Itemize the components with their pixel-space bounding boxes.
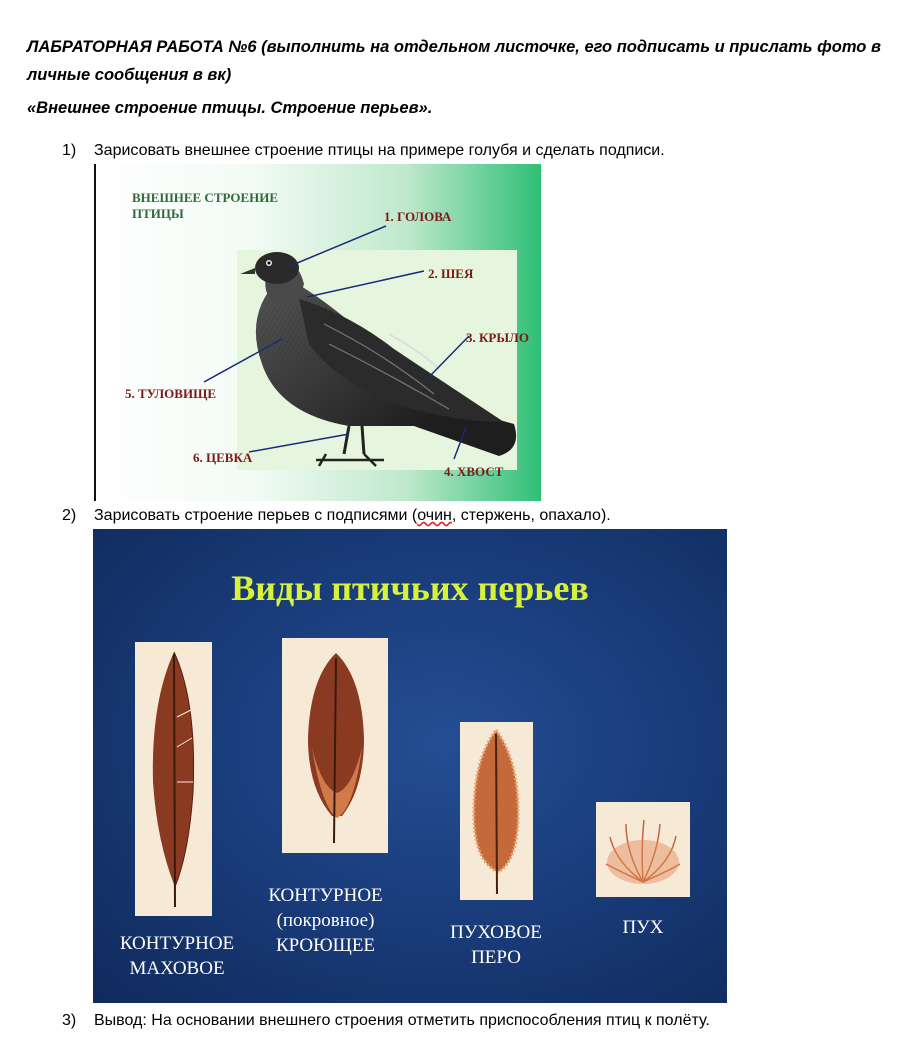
task-3-number: 3) — [62, 1012, 77, 1029]
task-3-text: Вывод: На основании внешнего строения отметить приспособления птиц к полёту. — [94, 1012, 710, 1029]
bird-heading-line-1: ВНЕШНЕЕ СТРОЕНИЕ — [132, 190, 279, 205]
caption-primary-line-2: МАХОВОЕ — [129, 958, 225, 979]
caption-primary-line-1: КОНТУРНОЕ — [119, 933, 235, 954]
caption-down-feather-line-2: ПЕРО — [471, 947, 521, 968]
task-2-number: 2) — [62, 507, 77, 524]
feather-figure-heading: Виды птичьих перьев — [231, 568, 589, 608]
document-subtitle: «Внешнее строение птицы. Строение перьев». — [27, 99, 433, 117]
caption-covert-line-2: (покровное) — [276, 910, 375, 931]
task-2-text — [94, 507, 611, 525]
down-card — [596, 802, 690, 897]
down-feather-card — [460, 722, 533, 900]
caption-down-feather — [426, 920, 566, 970]
down-icon — [596, 802, 690, 897]
task-2-text-end: , стержень, опахало). — [451, 507, 611, 524]
primary-feather-card — [135, 642, 212, 916]
task-1 — [62, 142, 902, 162]
covert-feather-card — [282, 638, 388, 853]
label-wing: 3. КРЫЛО — [466, 330, 529, 345]
label-tail: 4. ХВОСТ — [444, 464, 504, 479]
covert-feather-icon — [282, 638, 388, 853]
caption-primary-feather — [107, 931, 247, 981]
document-title: ЛАБРАТОРНАЯ РАБОТА №6 (выполнить на отдельном листочке, его подписать и прислать фото в личные сообщения в вк) — [27, 38, 881, 84]
bird-heading-line-2: ПТИЦЫ — [132, 206, 184, 221]
caption-covert-line-1: КОНТУРНОЕ — [268, 885, 383, 906]
caption-down: ПУХ — [622, 917, 664, 938]
label-tarsus: 6. ЦЕВКА — [193, 450, 253, 465]
primary-feather-icon — [135, 642, 212, 916]
caption-down-feather-line-1: ПУХОВОЕ — [450, 922, 542, 943]
task-2-spellcheck-word: очин — [417, 507, 452, 524]
label-neck: 2. ШЕЯ — [428, 266, 474, 281]
label-body: 5. ТУЛОВИЩЕ — [125, 386, 217, 401]
bird-structure-figure — [94, 164, 541, 501]
label-head: 1. ГОЛОВА — [384, 209, 452, 224]
task-3 — [62, 1012, 912, 1032]
task-1-text: Зарисовать внешнее строение птицы на примере голубя и сделать подписи. — [94, 142, 665, 159]
task-2 — [62, 507, 902, 527]
caption-covert-line-3: КРОЮЩЕЕ — [275, 935, 376, 956]
task-1-number: 1) — [62, 142, 77, 159]
caption-covert-feather — [253, 883, 398, 958]
feather-types-figure — [93, 529, 727, 1003]
task-2-text-start: Зарисовать строение перьев с подписями ( — [94, 507, 418, 524]
down-feather-icon — [460, 722, 533, 900]
